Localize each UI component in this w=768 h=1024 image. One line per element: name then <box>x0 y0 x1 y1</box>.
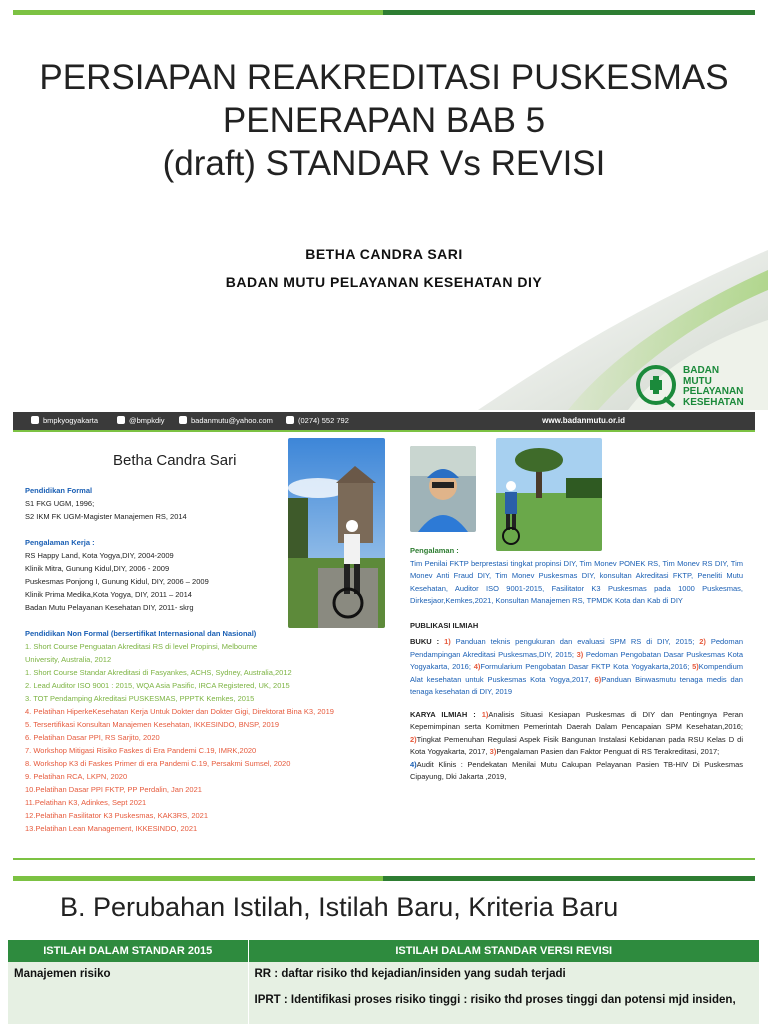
title-line-2: PENERAPAN BAB 5 <box>222 101 546 140</box>
instagram-icon <box>117 416 125 424</box>
list-item: University, Australia, 2012 <box>25 655 112 664</box>
email-icon <box>179 416 187 424</box>
table-header-row <box>8 940 760 962</box>
selfie-photo-image <box>410 446 476 532</box>
slide-title: B. Perubahan Istilah, Istilah Baru, Kriteria Baru <box>60 892 619 922</box>
list-item: 1. Short Course Standar Akreditasi di Fasyankes, ACHS, Sydney, Australia,2012 <box>25 668 292 677</box>
website-link[interactable]: www.badanmutu.or.id <box>542 416 625 425</box>
column-header: ISTILAH DALAM STANDAR VERSI REVISI <box>248 940 760 962</box>
formal-education-heading: Pendidikan Formal <box>25 486 93 495</box>
cycling-photo-image <box>496 438 602 551</box>
title-slide <box>0 0 768 410</box>
scientific-work-4: 4)Audit Klinis : Pendekatan Menilai Mutu Cakupan Pelayanan Pasien TB-HIV Di Puskesmas Cipayung, Dki Jakarta ,2019, <box>410 759 743 781</box>
revision-line: RR : daftar risiko thd kejadian/insiden yang sudah terjadi <box>254 968 566 980</box>
title-line-1: PERSIAPAN REAKREDITASI PUSKESMAS <box>39 58 729 97</box>
selfie-photo <box>410 446 476 532</box>
work-experience-heading: Pengalaman Kerja : <box>25 538 95 547</box>
list-item: 8. Workshop K3 di Faskes Primer di era Pandemi C.19, Persakmi Sumsel, 2020 <box>25 759 291 768</box>
list-item: 2. Lead Auditor ISO 9001 : 2015, WQA Asia Pasific, IRCA Registered, UK, 2015 <box>25 681 290 690</box>
profile-name: Betha Candra Sari <box>113 452 237 469</box>
cycling-photo-1 <box>288 438 385 628</box>
top-accent-bar <box>13 10 755 15</box>
non-formal-education-heading: Pendidikan Non Formal (bersertifikat Internasional dan Nasional) <box>25 629 257 638</box>
terms-slide <box>0 872 768 1024</box>
divider <box>13 430 755 432</box>
list-item: 10.Pelatihan Dasar PPI FKTP, PP Perdalin, Jan 2021 <box>25 785 202 794</box>
list-item: Klinik Mitra, Gunung Kidul,DIY, 2006 - 2009 <box>25 564 170 573</box>
slide-title <box>20 56 748 185</box>
list-item: 7. Workshop Mitigasi Risiko Faskes di Era Pandemi C.19, IMRK,2020 <box>25 746 257 755</box>
list-item: RS Happy Land, Kota Yogya,DIY, 2004-2009 <box>25 551 174 560</box>
list-item: S2 IKM FK UGM-Magister Manajemen RS, 2014 <box>25 512 187 521</box>
list-item: 3. TOT Pendamping Akreditasi PUSKESMAS, PPPTK Kemkes, 2015 <box>25 694 255 703</box>
list-item: Klinik Prima Medika,Kota Yogya, DIY, 2011 – 2014 <box>25 590 192 599</box>
logo-text: BADAN MUTU PELAYANAN KESEHATAN <box>683 365 744 408</box>
list-item: 5. Tersertifikasi Konsultan Manajemen Kesehatan, IKKESINDO, BNSP, 2019 <box>25 720 280 729</box>
profile-right-column <box>410 545 743 784</box>
author-name: BETHA CANDRA SARI <box>305 246 463 262</box>
scientific-works-paragraph: KARYA ILMIAH : 1)Analisis Situasi Kesiapan Puskesmas di DIY dan Pentingnya Peran Kepemimpinan serta Komitmen Pemerintah Daerah Dalam Pencapaian SPM Kesehatan,2016; 2)Tingkat Pemenuhan Regulasi Aspek Fisik Bangunan Instalasi Kebidanan pada RSU Kelas D di Kota Yogyakarta, 2017, 3)Pengalaman Pasien dan Faktor Penguat di RS Terakreditasi, 2017; <box>410 709 743 756</box>
list-item: 1. Short Course Penguatan Akreditasi RS di level Propinsi, Melbourne <box>25 642 258 651</box>
top-accent-bar <box>13 876 755 881</box>
table-cell-revision <box>248 962 760 1024</box>
divider <box>13 858 755 860</box>
title-line-3: (draft) STANDAR Vs REVISI <box>162 144 606 183</box>
terms-table <box>8 940 760 1024</box>
column-header: ISTILAH DALAM STANDAR 2015 <box>8 940 248 962</box>
list-item: 13.Pelatihan Lean Management, IKKESINDO, 2021 <box>25 824 198 833</box>
experience-heading: Pengalaman : <box>410 546 459 555</box>
list-item: 4. Pelatihan HiperkeKesehatan Kerja Untuk Dokter dan Dokter Gigi, Direktorat Bina K3, 2019 <box>25 707 334 716</box>
list-item: S1 FKG UGM, 1996; <box>25 499 95 508</box>
cycling-photo-image <box>288 438 385 628</box>
facebook-icon <box>31 416 39 424</box>
instagram-contact[interactable]: @bmpkdiy <box>117 416 165 425</box>
table-cell-term: Manajemen risiko <box>8 962 248 1024</box>
facebook-contact[interactable]: bmpkyogyakarta <box>31 416 98 425</box>
experience-text: Tim Penilai FKTP berprestasi tingkat propinsi DIY, Tim Monev PONEK RS, Tim Monev RS DIY, Tim Monev Anti Fraud DIY, Tim Monev Puskesmas DIY, konsultan Akreditasi FKTP, Peneliti Mutu Kesehatan, Auditor ISO 9001-2015, Fasilitator K3 Puskesmas pada 1000 Puskesmas, Dirkesjaor,Kemkes,2021, Konsultan Manajemen RS, TPMDK Kota dan Kab di DIY <box>410 558 743 605</box>
table-row <box>8 962 760 1024</box>
list-item: 6. Pelatihan Dasar PPI, RS Sarjito, 2020 <box>25 733 160 742</box>
list-item: 12.Pelatihan Fasilitator K3 Puskesmas, KAK3RS, 2021 <box>25 811 209 820</box>
author-institution: BADAN MUTU PELAYANAN KESEHATAN DIY <box>225 274 543 290</box>
books-paragraph: BUKU : 1) Panduan teknis pengukuran dan evaluasi SPM RS di DIY, 2015; 2) Pedoman Pendampingan Akreditasi Puskesmas,DIY, 2015; 3) Pedoman Pengobatan Dasar Puskesmas Kota Yogyakarta, 2016; 4)Formularium Pengobatan Dasar FKTP Kota Yogyakarta,2016; 5)Kompendium Alat kesehatan untuk Puskesmas Kota Yogya,2017, 6)Panduan Binwasmutu tenaga medis dan tenaga kesehatan di DIY, 2019 <box>410 637 743 696</box>
contact-bar <box>13 412 755 430</box>
list-item: Badan Mutu Pelayanan Kesehatan DIY, 2011- skrg <box>25 603 194 612</box>
non-formal-list <box>25 640 395 835</box>
cycling-photo-2 <box>496 438 602 551</box>
list-item: 9. Pelatihan RCA, LKPN, 2020 <box>25 772 128 781</box>
revision-line: IPRT : Identifikasi proses risiko tinggi : risiko thd proses tinggi dan potensi mjd insiden, <box>254 994 736 1006</box>
list-item: 11.Pelatihan K3, Adinkes, Sept 2021 <box>25 798 147 807</box>
phone-icon <box>286 416 294 424</box>
list-item: Puskesmas Ponjong I, Gunung Kidul, DIY, 2006 – 2009 <box>25 577 209 586</box>
publications-heading: PUBLIKASI ILMIAH <box>410 620 479 630</box>
phone-contact[interactable]: (0274) 552 792 <box>286 416 349 425</box>
profile-slide <box>13 412 755 862</box>
email-contact[interactable]: badanmutu@yahoo.com <box>179 416 273 425</box>
